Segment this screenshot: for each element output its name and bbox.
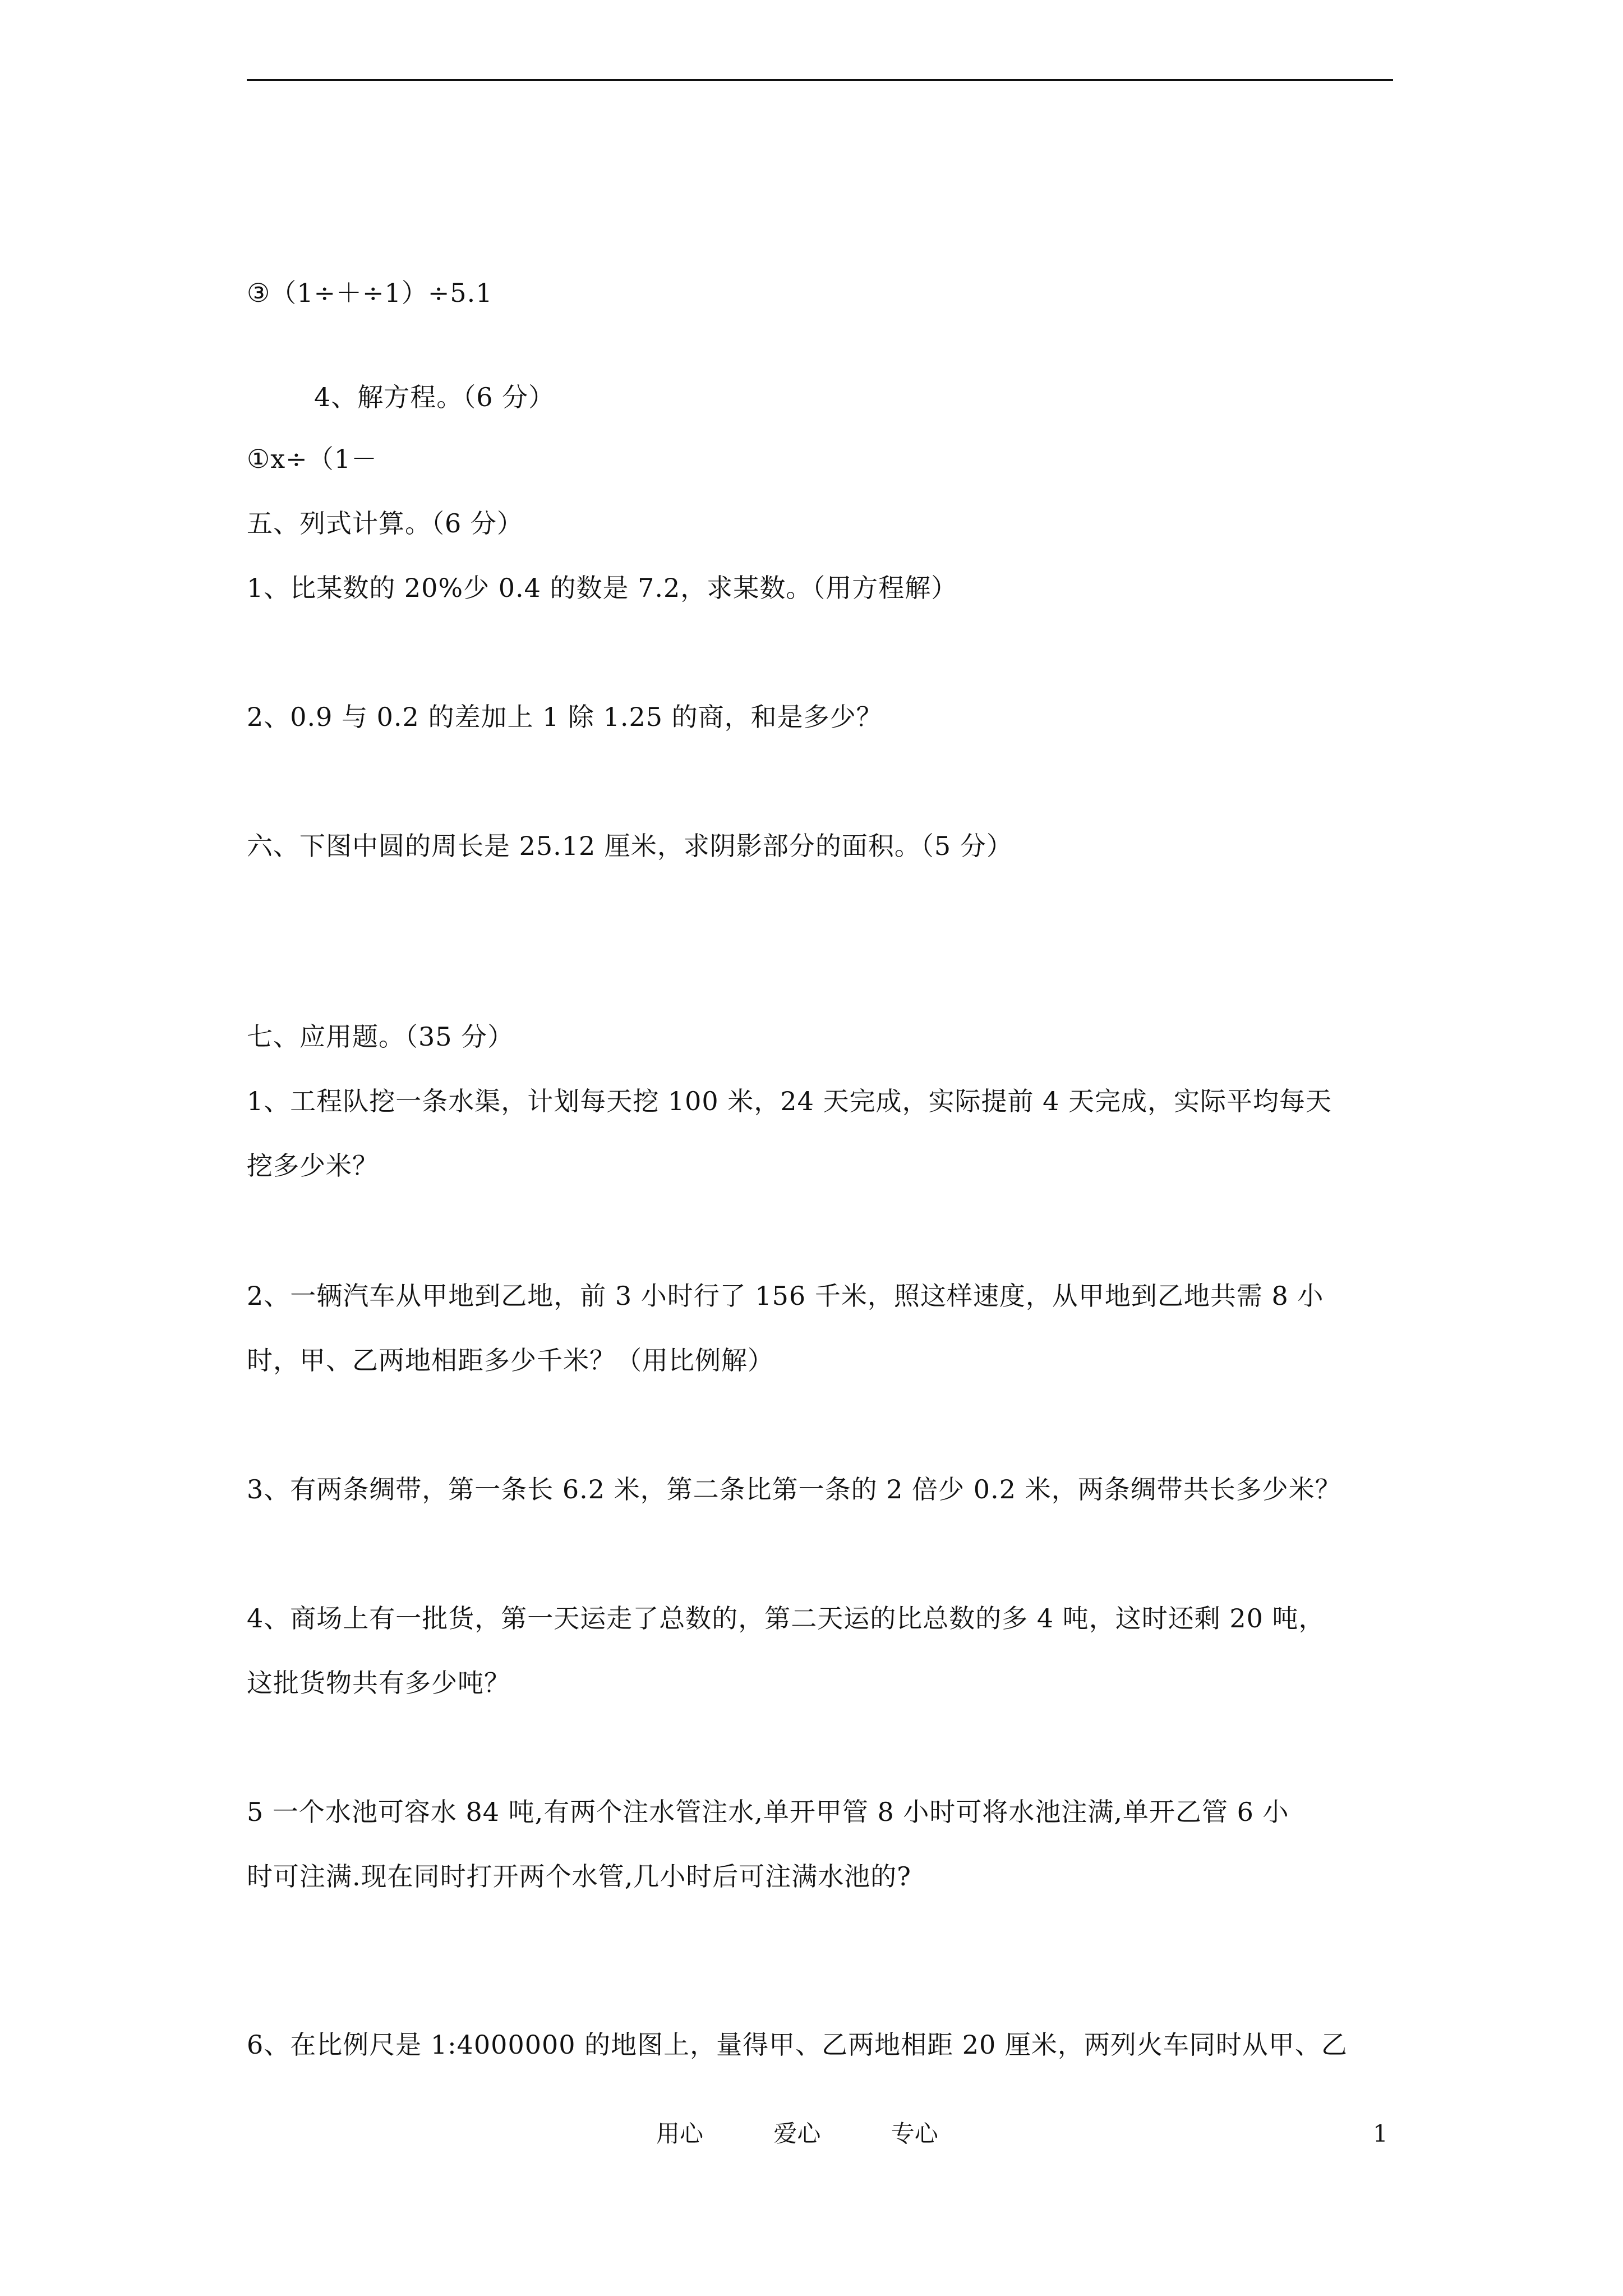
- question-7-2-line-1: 2、一辆汽车从甲地到乙地，前 3 小时行了 156 千米，照这样速度，从甲地到乙地共需 8 小: [247, 1281, 1324, 1311]
- section-4-heading: 4、解方程。（6 分）: [314, 382, 555, 412]
- page-number: 1: [1373, 2120, 1388, 2147]
- section-7-heading: 七、应用题。（35 分）: [247, 1022, 514, 1052]
- question-5-2: 2、0.9 与 0.2 的差加上 1 除 1.25 的商，和是多少？: [247, 702, 883, 732]
- question-5-1: 1、比某数的 20%少 0.4 的数是 7.2，求某数。（用方程解）: [247, 573, 958, 603]
- question-7-4-line-1: 4、商场上有一批货，第一天运走了总数的，第二天运的比总数的多 4 吨，这时还剩 20 吨，: [247, 1603, 1325, 1634]
- equation-item-1: ①x÷（1－: [247, 444, 377, 474]
- question-7-6-line-1: 6、在比例尺是 1:4000000 的地图上，量得甲、乙两地相距 20 厘米，两列火车同时从甲、乙: [247, 2030, 1348, 2060]
- section-5-heading: 五、列式计算。（6 分）: [247, 508, 523, 539]
- footer-motto-3: 专心: [891, 2120, 938, 2147]
- question-7-4-line-2: 这批货物共有多少吨？: [247, 1668, 510, 1698]
- question-7-1-line-2: 挖多少米？: [247, 1151, 379, 1181]
- footer-motto-2: 爱心: [773, 2120, 821, 2147]
- footer-mottos: [656, 2119, 938, 2148]
- question-7-1-line-1: 1、工程队挖一条水渠，计划每天挖 100 米，24 天完成，实际提前 4 天完成，实际平均每天: [247, 1086, 1332, 1116]
- calc-item-3: ③（1÷＋÷1）÷5.1: [247, 278, 493, 308]
- header-rule: [247, 79, 1393, 81]
- section-6-heading: 六、下图中圆的周长是 25.12 厘米，求阴影部分的面积。（5 分）: [247, 831, 1013, 861]
- question-7-5-line-1: 5 一个水池可容水 84 吨,有两个注水管注水,单开甲管 8 小时可将水池注满,单开乙管 6 小: [247, 1797, 1289, 1827]
- footer-motto-1: 用心: [656, 2120, 704, 2147]
- question-7-2-line-2: 时，甲、乙两地相距多少千米？（用比例解）: [247, 1345, 774, 1375]
- question-7-3: 3、有两条绸带，第一条长 6.2 米，第二条比第一条的 2 倍少 0.2 米，两条绸带共长多少米？: [247, 1474, 1341, 1504]
- question-7-5-line-2: 时可注满.现在同时打开两个水管,几小时后可注满水池的?: [247, 1861, 911, 1892]
